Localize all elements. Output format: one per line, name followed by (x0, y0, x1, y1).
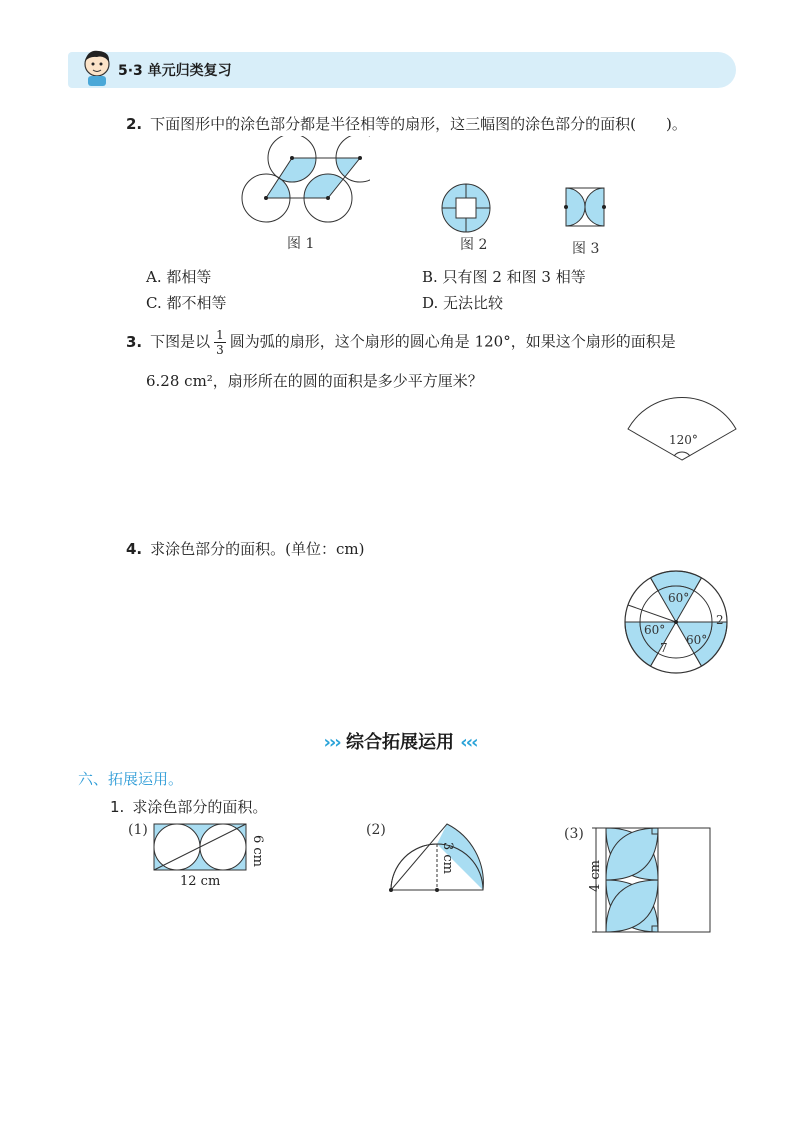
part6-heading: 六、拓展运用。 (78, 770, 184, 788)
q2-caption-3: 图 3 (572, 241, 600, 257)
q2-number: 2. (126, 115, 143, 133)
q2-figure-1 (240, 136, 370, 226)
q2-figure-3 (560, 184, 610, 232)
left-arrows-icon: ››› (323, 732, 340, 753)
q4-radius-label: 7 (660, 641, 668, 655)
q4-angle-top: 60° (668, 591, 690, 605)
q4-angle-right: 60° (686, 633, 708, 647)
q2-caption-1: 图 1 (287, 236, 315, 252)
q3-angle-label: 120° (669, 433, 698, 447)
q4-ring-width-label: 2 (716, 613, 724, 627)
p6-fig3-label: (3) (564, 826, 584, 842)
q2-option-d[interactable]: D. 无法比较 (422, 294, 504, 312)
q2-figure-2 (438, 180, 494, 236)
q2-caption-2: 图 2 (460, 237, 488, 253)
q3-sector-figure (622, 396, 742, 466)
header-title: 5·3 单元归类复习 (118, 63, 232, 79)
fig2-center-square (456, 198, 476, 218)
q4-stem: 4. 求涂色部分的面积。(单位：cm) (126, 540, 365, 558)
part6-q1-stem: 1. 求涂色部分的面积。 (110, 798, 268, 816)
q2-option-c[interactable]: C. 都不相等 (146, 294, 227, 312)
q2-option-b[interactable]: B. 只有图 2 和图 3 相等 (422, 268, 586, 286)
q4-angle-left: 60° (644, 623, 666, 637)
q2-stem (126, 113, 687, 134)
q3-number: 3. (126, 332, 143, 351)
q4-number: 4. (126, 540, 143, 558)
right-arrows-icon: ‹‹‹ (460, 732, 477, 753)
q4-annulus-figure (616, 560, 746, 688)
p6-fig2-label: (2) (366, 822, 386, 838)
p6-fig3-height: 4 cm (588, 860, 603, 893)
p6-fig1-width: 12 cm (180, 874, 221, 889)
p6-figure-3 (584, 824, 714, 936)
p6-fig2-height: 3 cm (440, 842, 455, 875)
q2-text: 下面图形中的涂色部分都是半径相等的扇形，这三幅图的涂色部分的面积( )。 (150, 115, 687, 133)
section-title: ››› 综合拓展运用 ‹‹‹ (323, 732, 477, 753)
q3-fraction: $\frac{1}{3}$ (216, 328, 224, 357)
mascot-icon (78, 46, 116, 88)
p6-fig1-height: 6 cm (250, 835, 265, 868)
q2-option-a[interactable]: A. 都相等 (146, 268, 212, 286)
q3-stem-line1: 3. 下图是以 $\frac{1}{3}$ 圆为弧的扇形，这个扇形的圆心角是 120°，如果这个扇形的面积是 (126, 328, 676, 357)
q3-stem-line2: 6.28 cm²，扇形所在的圆的面积是多少平方厘米？ (146, 372, 483, 390)
p6-fig1-label: (1) (128, 822, 148, 838)
